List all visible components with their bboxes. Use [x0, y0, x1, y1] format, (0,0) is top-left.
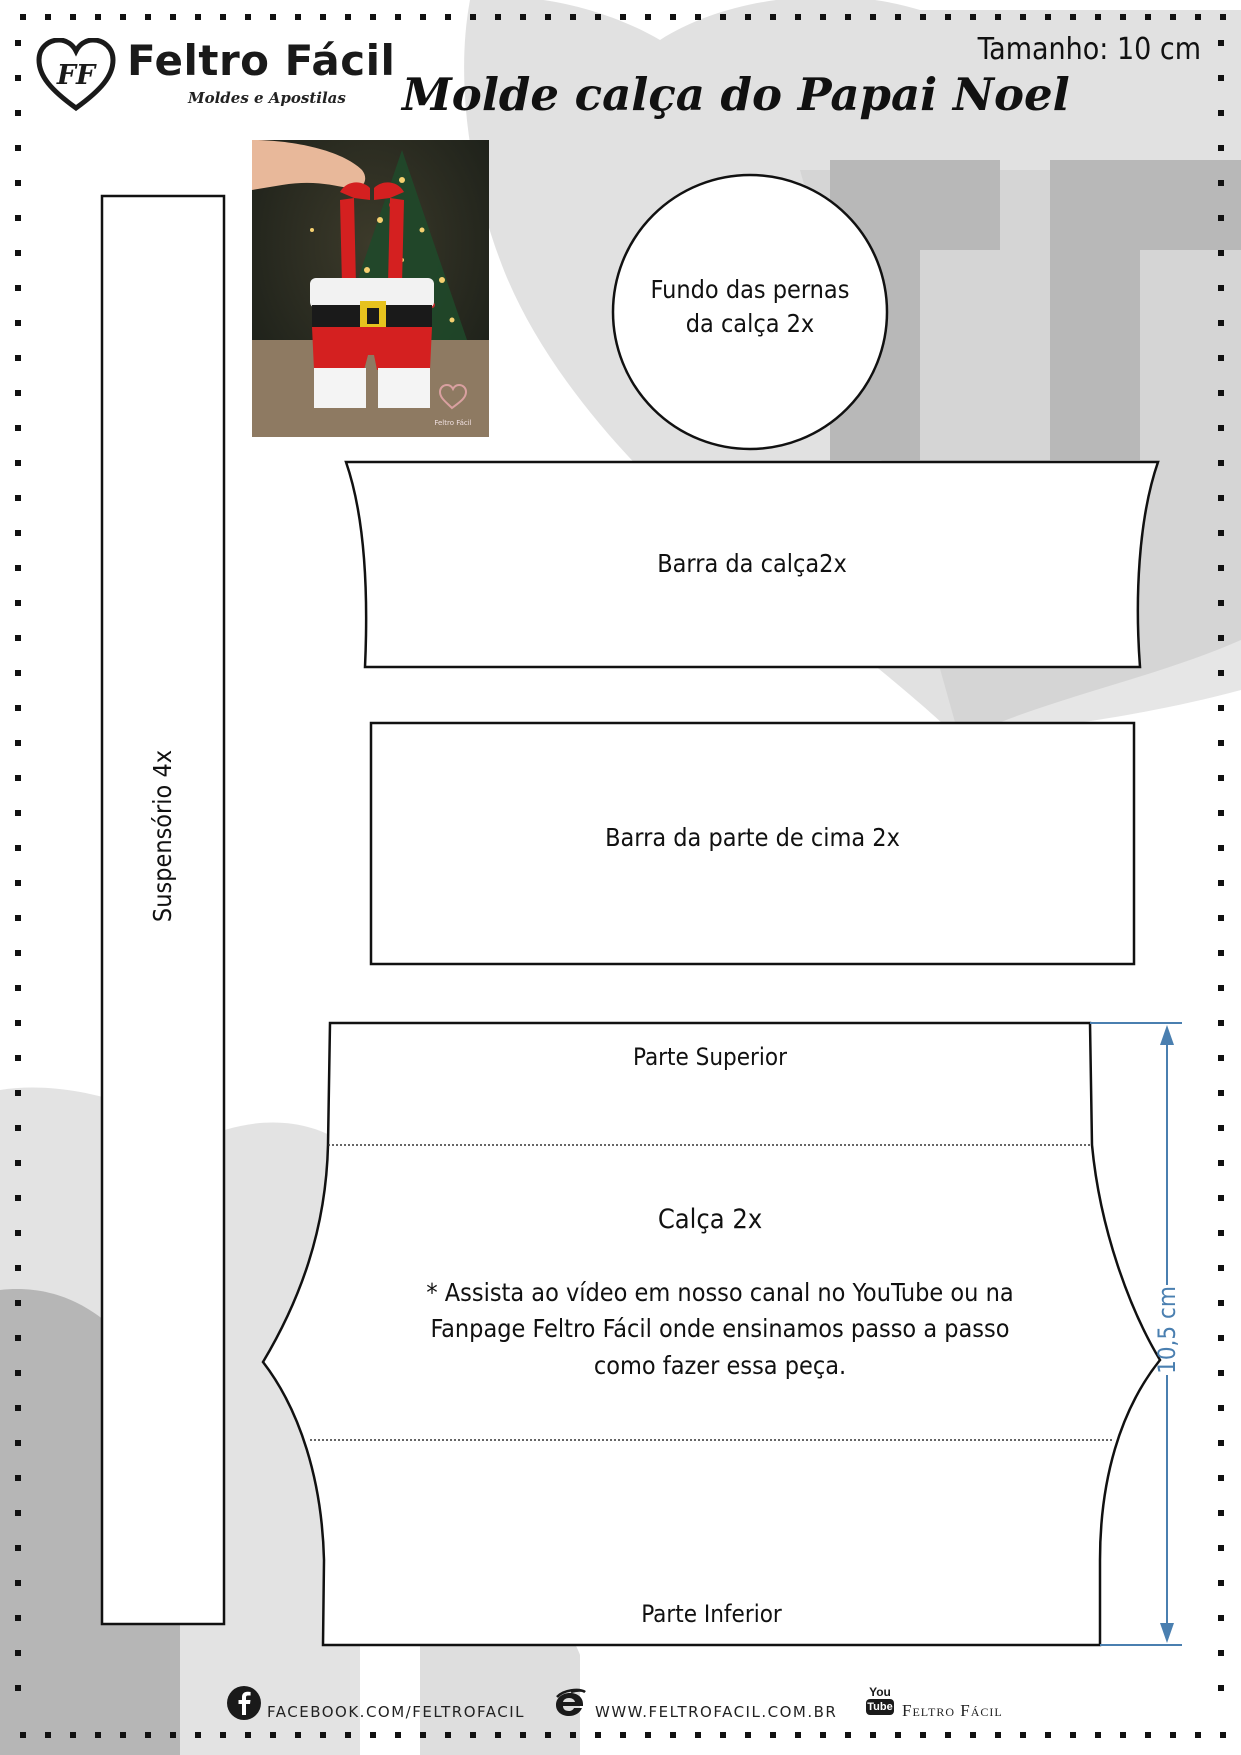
- ie-icon: [553, 1688, 587, 1720]
- border-dot: [395, 14, 401, 20]
- border-dot: [445, 14, 451, 20]
- border-dot: [15, 845, 21, 851]
- border-dot: [15, 1335, 21, 1341]
- border-dot: [920, 14, 926, 20]
- border-dot: [995, 1732, 1001, 1738]
- border-dot: [895, 1732, 901, 1738]
- border-dot: [1218, 775, 1224, 781]
- border-dot: [845, 1732, 851, 1738]
- border-dot: [15, 880, 21, 886]
- border-dot: [15, 1090, 21, 1096]
- border-dot: [45, 14, 51, 20]
- border-dot: [15, 1265, 21, 1271]
- border-dot: [145, 1732, 151, 1738]
- photo-watermark: Feltro Fácil: [434, 419, 472, 427]
- lower-part-label: Parte Inferior: [641, 1600, 782, 1628]
- border-dot: [1218, 740, 1224, 746]
- note-line-1: * Assista ao vídeo em nosso canal no YouTube ou na: [426, 1278, 1014, 1307]
- border-dot: [295, 14, 301, 20]
- border-dot: [15, 250, 21, 256]
- facebook-link[interactable]: FACEBOOK.COM/FELTROFACIL: [267, 1703, 526, 1721]
- border-dot: [195, 14, 201, 20]
- border-dot: [770, 14, 776, 20]
- border-dot: [95, 1732, 101, 1738]
- border-dot: [1218, 285, 1224, 291]
- border-dot: [1218, 75, 1224, 81]
- border-dot: [15, 810, 21, 816]
- border-dot: [870, 14, 876, 20]
- border-dot: [15, 75, 21, 81]
- border-dot: [1070, 1732, 1076, 1738]
- border-dot: [945, 14, 951, 20]
- border-dot: [720, 14, 726, 20]
- border-dot: [820, 14, 826, 20]
- border-dot: [670, 14, 676, 20]
- product-photo: [252, 140, 489, 437]
- border-dot: [320, 14, 326, 20]
- border-dot: [495, 1732, 501, 1738]
- border-dot: [570, 1732, 576, 1738]
- logo-letters: FF: [56, 60, 96, 91]
- border-dot: [1218, 1440, 1224, 1446]
- border-dot: [15, 740, 21, 746]
- border-dot: [1170, 14, 1176, 20]
- border-dot: [15, 565, 21, 571]
- border-dot: [1195, 14, 1201, 20]
- border-dot: [15, 1055, 21, 1061]
- border-dot: [95, 14, 101, 20]
- youtube-icon[interactable]: [866, 1686, 894, 1715]
- border-dot: [1070, 14, 1076, 20]
- border-dot: [1218, 1160, 1224, 1166]
- border-dot: [1218, 390, 1224, 396]
- border-dot: [220, 1732, 226, 1738]
- border-dot: [645, 14, 651, 20]
- border-dot: [120, 1732, 126, 1738]
- upper-part-label: Parte Superior: [633, 1043, 787, 1071]
- border-dot: [1095, 1732, 1101, 1738]
- border-dot: [15, 1510, 21, 1516]
- brand-name: Feltro Fácil: [127, 36, 396, 85]
- border-dot: [1195, 1732, 1201, 1738]
- border-dot: [15, 1020, 21, 1026]
- border-dot: [15, 635, 21, 641]
- border-dot: [15, 145, 21, 151]
- leg-bottom-label: [613, 273, 887, 341]
- border-dot: [15, 985, 21, 991]
- border-dot: [15, 110, 21, 116]
- border-dot: [1218, 950, 1224, 956]
- border-dot: [1120, 14, 1126, 20]
- border-dot: [15, 390, 21, 396]
- border-dot: [245, 14, 251, 20]
- border-dot: [1218, 355, 1224, 361]
- border-dot: [1218, 880, 1224, 886]
- border-dot: [15, 950, 21, 956]
- border-dot: [1218, 1685, 1224, 1691]
- pants-label: Calça 2x: [657, 1204, 763, 1235]
- brand-tagline: Moldes e Apostilas: [188, 89, 346, 107]
- leg-bottom-label-line2: da calça 2x: [685, 308, 815, 338]
- border-dot: [15, 40, 21, 46]
- border-dot: [745, 14, 751, 20]
- border-dot: [1045, 14, 1051, 20]
- border-dot: [1218, 1335, 1224, 1341]
- border-dot: [1218, 1195, 1224, 1201]
- border-dot: [1120, 1732, 1126, 1738]
- border-dot: [995, 14, 1001, 20]
- border-dot: [1145, 14, 1151, 20]
- border-dot: [295, 1732, 301, 1738]
- facebook-icon[interactable]: [227, 1686, 261, 1720]
- border-dot: [1218, 40, 1224, 46]
- border-dot: [1218, 250, 1224, 256]
- border-dot: [245, 1732, 251, 1738]
- border-dot: [620, 14, 626, 20]
- border-dot: [970, 14, 976, 20]
- border-dot: [15, 215, 21, 221]
- border-dot: [15, 1370, 21, 1376]
- border-dot: [1218, 845, 1224, 851]
- border-dot: [1218, 1580, 1224, 1586]
- border-dot: [70, 1732, 76, 1738]
- border-dot: [1218, 460, 1224, 466]
- border-dot: [695, 14, 701, 20]
- border-dot: [15, 915, 21, 921]
- border-dot: [1218, 1055, 1224, 1061]
- border-dot: [870, 1732, 876, 1738]
- border-dot: [15, 320, 21, 326]
- border-dot: [1218, 1475, 1224, 1481]
- border-dot: [895, 14, 901, 20]
- border-dot: [15, 1475, 21, 1481]
- border-dot: [1220, 1732, 1226, 1738]
- border-dot: [1218, 1650, 1224, 1656]
- border-dot: [15, 1580, 21, 1586]
- border-dot: [520, 1732, 526, 1738]
- border-dot: [15, 1230, 21, 1236]
- border-dot: [720, 1732, 726, 1738]
- pants-hem-label: Barra da calça2x: [657, 549, 847, 578]
- border-dot: [395, 1732, 401, 1738]
- border-dot: [15, 1195, 21, 1201]
- border-dot: [15, 1685, 21, 1691]
- border-dot: [520, 14, 526, 20]
- border-dot: [795, 14, 801, 20]
- border-dot: [820, 1732, 826, 1738]
- border-dot: [1218, 810, 1224, 816]
- suspender-label: Suspensório 4x: [148, 749, 178, 923]
- border-dot: [1218, 495, 1224, 501]
- border-dot: [170, 14, 176, 20]
- border-dot: [1218, 180, 1224, 186]
- border-dot: [795, 1732, 801, 1738]
- border-dot: [15, 1545, 21, 1551]
- youtube-badge-top: You: [869, 1685, 891, 1699]
- border-dot: [20, 1732, 26, 1738]
- border-dot: [670, 1732, 676, 1738]
- border-dot: [1170, 1732, 1176, 1738]
- border-dot: [620, 1732, 626, 1738]
- border-dot: [320, 1732, 326, 1738]
- border-dot: [1218, 1510, 1224, 1516]
- border-dot: [70, 14, 76, 20]
- border-dot: [15, 180, 21, 186]
- border-dot: [770, 1732, 776, 1738]
- border-dot: [15, 530, 21, 536]
- instruction-note: [400, 1275, 1040, 1384]
- border-dot: [745, 1732, 751, 1738]
- border-dot: [1045, 1732, 1051, 1738]
- border-dot: [270, 1732, 276, 1738]
- border-dot: [1218, 1615, 1224, 1621]
- border-dot: [15, 425, 21, 431]
- border-dot: [15, 355, 21, 361]
- border-dot: [570, 14, 576, 20]
- youtube-channel-link[interactable]: Feltro Fácil: [902, 1701, 1003, 1720]
- border-dot: [1218, 670, 1224, 676]
- border-dot: [15, 285, 21, 291]
- border-dot: [170, 1732, 176, 1738]
- border-dot: [15, 670, 21, 676]
- border-dot: [1218, 1370, 1224, 1376]
- border-dot: [1218, 110, 1224, 116]
- page-title: Molde calça do Papai Noel: [402, 68, 1070, 121]
- border-dot: [1218, 1405, 1224, 1411]
- border-dot: [15, 1125, 21, 1131]
- border-dot: [1218, 1090, 1224, 1096]
- border-dot: [1218, 145, 1224, 151]
- border-dot: [420, 1732, 426, 1738]
- border-dot: [1218, 565, 1224, 571]
- border-dot: [1020, 14, 1026, 20]
- border-dot: [1218, 1230, 1224, 1236]
- border-dot: [120, 14, 126, 20]
- border-dot: [970, 1732, 976, 1738]
- border-dot: [15, 460, 21, 466]
- border-dot: [1218, 985, 1224, 991]
- border-dot: [645, 1732, 651, 1738]
- top-hem-label: Barra da parte de cima 2x: [605, 823, 900, 852]
- note-line-2: Fanpage Feltro Fácil onde ensinamos passo a passo: [430, 1314, 1010, 1344]
- suspender-label-wrap: [93, 196, 233, 1624]
- border-dot: [20, 14, 26, 20]
- border-dot: [1145, 1732, 1151, 1738]
- border-dot: [470, 1732, 476, 1738]
- border-dot: [1218, 1545, 1224, 1551]
- border-dot: [15, 1405, 21, 1411]
- border-dot: [15, 1615, 21, 1621]
- border-dot: [1020, 1732, 1026, 1738]
- border-dot: [195, 1732, 201, 1738]
- heart-logo-icon: [36, 38, 116, 112]
- border-dot: [1218, 1265, 1224, 1271]
- border-dot: [15, 1650, 21, 1656]
- measure-label: 10,5 cm: [1153, 1286, 1181, 1374]
- border-dot: [945, 1732, 951, 1738]
- border-dot: [145, 14, 151, 20]
- border-dot: [1218, 1020, 1224, 1026]
- border-dot: [370, 14, 376, 20]
- border-dot: [845, 14, 851, 20]
- border-dot: [270, 14, 276, 20]
- border-dot: [345, 14, 351, 20]
- border-dot: [470, 14, 476, 20]
- border-dot: [545, 1732, 551, 1738]
- border-dot: [15, 1160, 21, 1166]
- border-dot: [495, 14, 501, 20]
- border-dot: [370, 1732, 376, 1738]
- border-dot: [1218, 320, 1224, 326]
- border-dot: [445, 1732, 451, 1738]
- border-dot: [1218, 600, 1224, 606]
- border-dot: [420, 14, 426, 20]
- border-dot: [1218, 635, 1224, 641]
- border-dot: [920, 1732, 926, 1738]
- border-dot: [595, 14, 601, 20]
- border-dot: [695, 1732, 701, 1738]
- youtube-badge-bottom: Tube: [867, 1701, 893, 1713]
- border-dot: [45, 1732, 51, 1738]
- border-dot: [15, 705, 21, 711]
- border-dot: [1218, 915, 1224, 921]
- border-dot: [15, 775, 21, 781]
- note-line-3: como fazer essa peça.: [593, 1350, 847, 1380]
- border-dot: [595, 1732, 601, 1738]
- border-dot: [1218, 1125, 1224, 1131]
- website-link[interactable]: WWW.FELTROFACIL.COM.BR: [595, 1703, 838, 1721]
- border-dot: [15, 1440, 21, 1446]
- border-dot: [1218, 215, 1224, 221]
- border-dot: [220, 14, 226, 20]
- border-dot: [1220, 14, 1226, 20]
- border-dot: [1095, 14, 1101, 20]
- border-dot: [1218, 705, 1224, 711]
- border-dot: [1218, 1300, 1224, 1306]
- leg-bottom-label-line1: Fundo das pernas: [650, 275, 850, 304]
- border-dot: [545, 14, 551, 20]
- border-dot: [15, 495, 21, 501]
- border-dot: [345, 1732, 351, 1738]
- border-dot: [15, 1300, 21, 1306]
- border-dot: [15, 600, 21, 606]
- border-dot: [1218, 530, 1224, 536]
- border-dot: [1218, 425, 1224, 431]
- size-label: Tamanho: 10 cm: [977, 32, 1201, 67]
